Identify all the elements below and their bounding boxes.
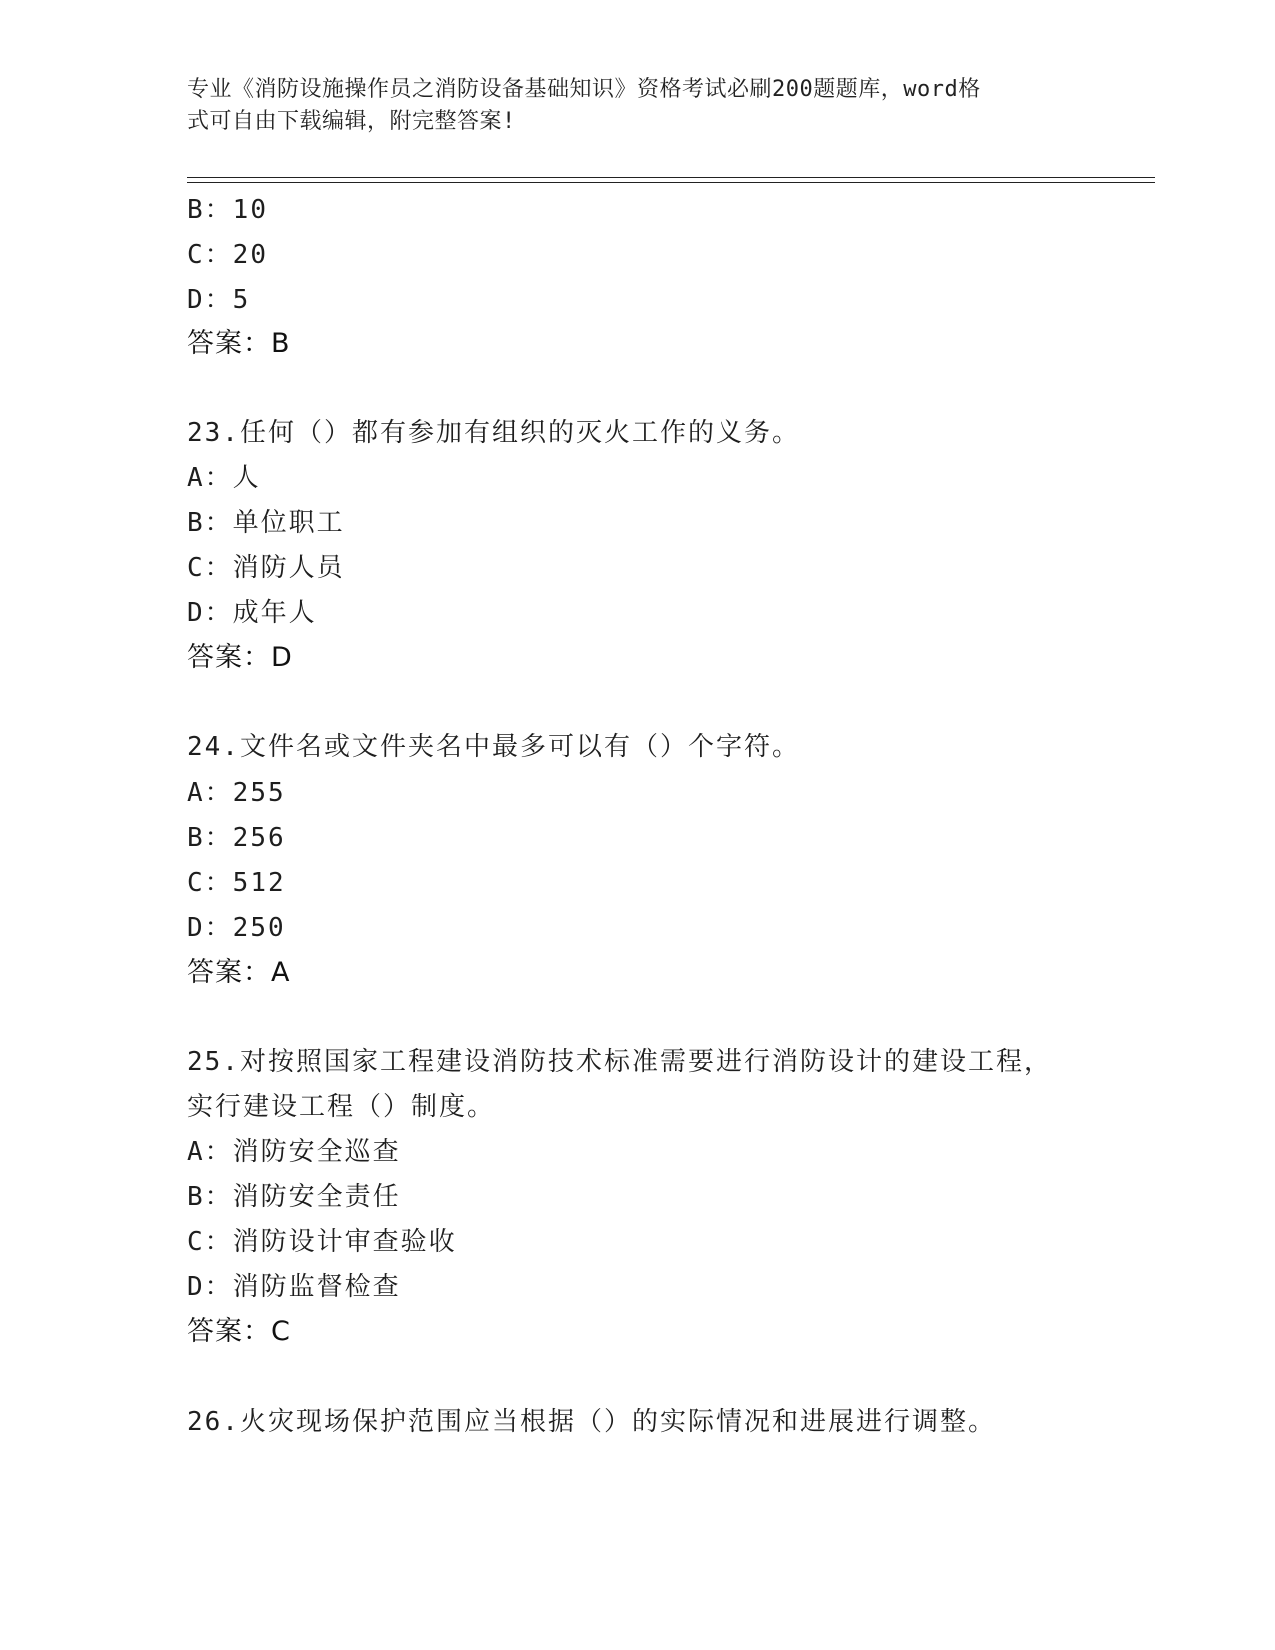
header-line-1: 专业《消防设施操作员之消防设备基础知识》资格考试必刷200题题库，word格	[187, 77, 981, 102]
q25-option-d: D：消防监督检查	[187, 1272, 401, 1302]
q26-question: 26.火灾现场保护范围应当根据（）的实际情况和进展进行调整。	[187, 1407, 996, 1437]
header-divider-top	[187, 177, 1155, 178]
q22-option-c: C：20	[187, 240, 268, 270]
q25-option-a: A：消防安全巡查	[187, 1137, 401, 1167]
q23-option-b: B：单位职工	[187, 508, 345, 538]
q23-option-a: A：人	[187, 463, 261, 493]
q22-option-d: D：5	[187, 285, 251, 315]
q23-answer: 答案：D	[187, 642, 293, 673]
header-line-2: 式可自由下载编辑，附完整答案!	[187, 109, 516, 134]
q25-question-line-1: 25.对按照国家工程建设消防技术标准需要进行消防设计的建设工程，	[187, 1047, 1052, 1077]
document-header	[187, 74, 1067, 138]
q23-question: 23.任何（）都有参加有组织的灭火工作的义务。	[187, 418, 800, 448]
q22-answer: 答案：B	[187, 328, 291, 359]
q22-option-b: B：10	[187, 195, 268, 225]
q25-question-line-2: 实行建设工程（）制度。	[187, 1092, 496, 1122]
q24-answer: 答案：A	[187, 957, 291, 988]
q23-option-c: C：消防人员	[187, 553, 345, 583]
q24-option-d: D：250	[187, 913, 286, 943]
q25-option-c: C：消防设计审查验收	[187, 1227, 457, 1257]
q25-option-b: B：消防安全责任	[187, 1182, 401, 1212]
q24-option-b: B：256	[187, 823, 286, 853]
header-divider-bottom	[187, 182, 1155, 183]
q24-option-c: C：512	[187, 868, 286, 898]
q25-answer: 答案：C	[187, 1316, 291, 1347]
q23-option-d: D：成年人	[187, 598, 317, 628]
q24-option-a: A：255	[187, 778, 286, 808]
q24-question: 24.文件名或文件夹名中最多可以有（）个字符。	[187, 732, 800, 762]
